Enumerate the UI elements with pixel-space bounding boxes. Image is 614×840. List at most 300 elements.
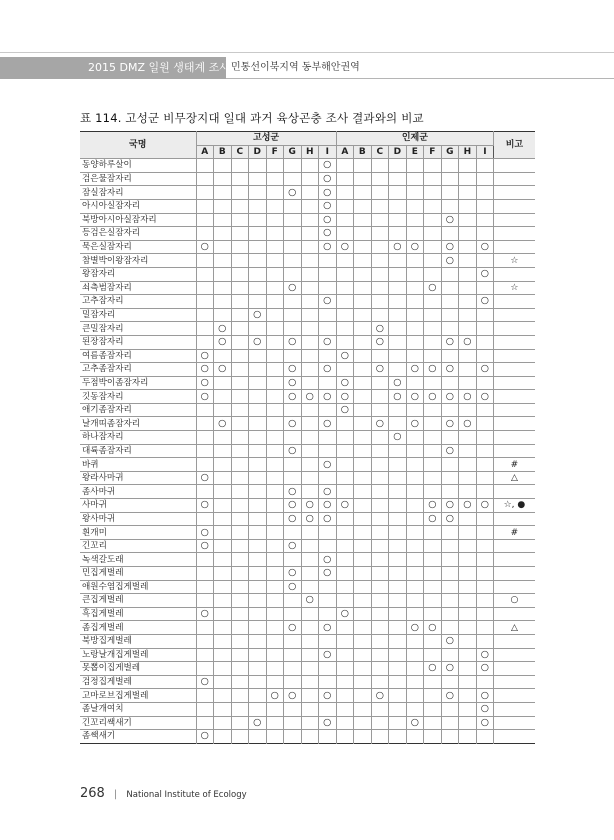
- note-cell: [494, 702, 535, 716]
- site-column-header: G: [284, 145, 302, 159]
- record-cell: [266, 376, 284, 390]
- record-cell: [214, 186, 232, 200]
- record-cell: [196, 485, 214, 499]
- record-cell: [389, 512, 407, 526]
- record-cell: [389, 662, 407, 676]
- record-cell: [301, 363, 319, 377]
- record-cell: [389, 227, 407, 241]
- record-cell: [231, 607, 249, 621]
- record-cell: [441, 553, 459, 567]
- record-cell: [441, 580, 459, 594]
- note-cell: [494, 662, 535, 676]
- note-cell: [494, 403, 535, 417]
- record-cell: [231, 689, 249, 703]
- record-cell: ○: [214, 322, 232, 336]
- record-cell: [266, 499, 284, 513]
- table-row: [80, 322, 535, 336]
- record-cell: [249, 526, 267, 540]
- table-row: [80, 471, 535, 485]
- record-cell: [459, 567, 477, 581]
- record-cell: ○: [249, 335, 267, 349]
- record-cell: [214, 580, 232, 594]
- record-cell: [249, 240, 267, 254]
- record-cell: [441, 485, 459, 499]
- record-cell: [284, 159, 302, 173]
- record-cell: [354, 553, 372, 567]
- note-cell: [494, 227, 535, 241]
- species-name: 좀집게벌레: [80, 621, 196, 635]
- record-cell: ○: [476, 240, 494, 254]
- species-name: 하나잠자리: [80, 431, 196, 445]
- species-name: 된장잠자리: [80, 335, 196, 349]
- record-cell: [441, 458, 459, 472]
- record-cell: ○: [441, 444, 459, 458]
- record-cell: [266, 539, 284, 553]
- record-cell: ○: [319, 648, 337, 662]
- record-cell: [441, 281, 459, 295]
- record-cell: [214, 213, 232, 227]
- site-column-header: E: [406, 145, 424, 159]
- record-cell: [319, 634, 337, 648]
- record-cell: [249, 675, 267, 689]
- species-name: 바퀴: [80, 458, 196, 472]
- record-cell: ○: [441, 512, 459, 526]
- record-cell: ○: [424, 363, 442, 377]
- record-cell: [249, 431, 267, 445]
- record-cell: [301, 417, 319, 431]
- record-cell: [319, 444, 337, 458]
- record-cell: [371, 458, 389, 472]
- record-cell: [249, 295, 267, 309]
- record-cell: [441, 199, 459, 213]
- record-cell: [231, 458, 249, 472]
- record-cell: ○: [319, 553, 337, 567]
- note-cell: [494, 444, 535, 458]
- record-cell: [424, 335, 442, 349]
- table-row: [80, 730, 535, 744]
- record-cell: [371, 539, 389, 553]
- record-cell: [196, 716, 214, 730]
- species-name: 좀사마귀: [80, 485, 196, 499]
- record-cell: [196, 403, 214, 417]
- record-cell: [389, 363, 407, 377]
- record-cell: ○: [459, 335, 477, 349]
- record-cell: [249, 281, 267, 295]
- species-name: 사마귀: [80, 499, 196, 513]
- record-cell: [196, 267, 214, 281]
- header-underline: [226, 78, 614, 79]
- record-cell: [301, 621, 319, 635]
- record-cell: [459, 621, 477, 635]
- record-cell: [319, 607, 337, 621]
- record-cell: [301, 376, 319, 390]
- record-cell: [424, 730, 442, 744]
- record-cell: [371, 213, 389, 227]
- record-cell: [231, 254, 249, 268]
- record-cell: ○: [196, 730, 214, 744]
- record-cell: [284, 634, 302, 648]
- record-cell: [319, 702, 337, 716]
- record-cell: ○: [336, 349, 354, 363]
- record-cell: [231, 431, 249, 445]
- record-cell: [354, 363, 372, 377]
- record-cell: ○: [301, 512, 319, 526]
- record-cell: [214, 648, 232, 662]
- record-cell: [389, 471, 407, 485]
- record-cell: [371, 634, 389, 648]
- record-cell: [389, 702, 407, 716]
- record-cell: [354, 539, 372, 553]
- record-cell: [389, 621, 407, 635]
- record-cell: [266, 716, 284, 730]
- record-cell: [441, 295, 459, 309]
- record-cell: [459, 295, 477, 309]
- record-cell: [336, 322, 354, 336]
- record-cell: [284, 254, 302, 268]
- record-cell: [406, 199, 424, 213]
- record-cell: [266, 213, 284, 227]
- record-cell: [319, 471, 337, 485]
- note-cell: ☆: [494, 254, 535, 268]
- record-cell: ○: [319, 240, 337, 254]
- record-cell: [354, 458, 372, 472]
- institution-name: National Institute of Ecology: [126, 790, 247, 800]
- record-cell: [406, 512, 424, 526]
- record-cell: [336, 730, 354, 744]
- record-cell: [266, 240, 284, 254]
- record-cell: [459, 186, 477, 200]
- note-cell: [494, 322, 535, 336]
- record-cell: ○: [441, 689, 459, 703]
- record-cell: [249, 471, 267, 485]
- table-row: [80, 675, 535, 689]
- record-cell: [249, 267, 267, 281]
- record-cell: [406, 471, 424, 485]
- record-cell: [336, 662, 354, 676]
- record-cell: [301, 634, 319, 648]
- record-cell: [284, 308, 302, 322]
- species-name: 민집게벌레: [80, 567, 196, 581]
- record-cell: [249, 227, 267, 241]
- record-cell: [424, 213, 442, 227]
- record-cell: [389, 403, 407, 417]
- record-cell: [459, 199, 477, 213]
- record-cell: [354, 335, 372, 349]
- record-cell: [231, 363, 249, 377]
- record-cell: [301, 240, 319, 254]
- record-cell: ○: [319, 295, 337, 309]
- record-cell: [319, 580, 337, 594]
- record-cell: [354, 621, 372, 635]
- species-name: 녹색갈도래: [80, 553, 196, 567]
- table-row: [80, 689, 535, 703]
- record-cell: [266, 444, 284, 458]
- record-cell: [231, 403, 249, 417]
- record-cell: [371, 675, 389, 689]
- record-cell: [284, 730, 302, 744]
- record-cell: [284, 648, 302, 662]
- record-cell: [459, 716, 477, 730]
- record-cell: [476, 580, 494, 594]
- record-cell: [301, 553, 319, 567]
- record-cell: [476, 213, 494, 227]
- record-cell: [301, 485, 319, 499]
- record-cell: [301, 471, 319, 485]
- record-cell: [231, 213, 249, 227]
- site-column-header: F: [424, 145, 442, 159]
- record-cell: [231, 335, 249, 349]
- record-cell: ○: [196, 363, 214, 377]
- record-cell: [196, 227, 214, 241]
- record-cell: ○: [441, 499, 459, 513]
- record-cell: [354, 349, 372, 363]
- record-cell: [214, 254, 232, 268]
- record-cell: [249, 594, 267, 608]
- record-cell: [249, 607, 267, 621]
- species-name: 묵은실잠자리: [80, 240, 196, 254]
- species-name: 깃동잠자리: [80, 390, 196, 404]
- record-cell: ○: [284, 580, 302, 594]
- species-name: 노랑날개집게벌레: [80, 648, 196, 662]
- record-cell: [354, 675, 372, 689]
- record-cell: [284, 607, 302, 621]
- record-cell: [476, 485, 494, 499]
- record-cell: [459, 363, 477, 377]
- record-cell: ○: [441, 363, 459, 377]
- record-cell: ○: [196, 539, 214, 553]
- record-cell: [476, 417, 494, 431]
- species-name: 못뽑이집게벌레: [80, 662, 196, 676]
- record-cell: [266, 607, 284, 621]
- record-cell: [406, 580, 424, 594]
- record-cell: [371, 199, 389, 213]
- record-cell: [196, 213, 214, 227]
- record-cell: [284, 458, 302, 472]
- record-cell: [196, 553, 214, 567]
- record-cell: [214, 349, 232, 363]
- record-cell: ○: [214, 417, 232, 431]
- record-cell: [196, 662, 214, 676]
- record-cell: [336, 594, 354, 608]
- record-cell: [354, 281, 372, 295]
- note-cell: ☆, ●: [494, 499, 535, 513]
- record-cell: [406, 172, 424, 186]
- record-cell: [476, 186, 494, 200]
- record-cell: ○: [389, 431, 407, 445]
- note-cell: [494, 716, 535, 730]
- record-cell: [301, 431, 319, 445]
- record-cell: [476, 471, 494, 485]
- record-cell: ○: [319, 390, 337, 404]
- record-cell: [214, 607, 232, 621]
- region-subtitle: 민통선이북지역 동부해안권역: [231, 62, 360, 73]
- record-cell: [406, 730, 424, 744]
- record-cell: [459, 553, 477, 567]
- record-cell: [249, 376, 267, 390]
- site-column-header: I: [319, 145, 337, 159]
- species-name: 애원수염집게벌레: [80, 580, 196, 594]
- record-cell: [389, 648, 407, 662]
- record-cell: ○: [441, 390, 459, 404]
- record-cell: [459, 594, 477, 608]
- record-cell: [336, 567, 354, 581]
- record-cell: [354, 702, 372, 716]
- site-column-header: C: [231, 145, 249, 159]
- record-cell: [196, 159, 214, 173]
- record-cell: [196, 295, 214, 309]
- species-name: 흰개미: [80, 526, 196, 540]
- record-cell: [301, 607, 319, 621]
- record-cell: [459, 403, 477, 417]
- table-row: [80, 159, 535, 173]
- species-name: 대륙좀잠자리: [80, 444, 196, 458]
- record-cell: [389, 349, 407, 363]
- record-cell: ○: [196, 240, 214, 254]
- record-cell: [301, 567, 319, 581]
- record-cell: [371, 431, 389, 445]
- record-cell: [231, 172, 249, 186]
- record-cell: ○: [476, 499, 494, 513]
- record-cell: [249, 648, 267, 662]
- table-row: [80, 172, 535, 186]
- record-cell: [284, 295, 302, 309]
- record-cell: [371, 526, 389, 540]
- record-cell: [441, 186, 459, 200]
- record-cell: [301, 349, 319, 363]
- record-cell: [266, 594, 284, 608]
- record-cell: [424, 403, 442, 417]
- table-row: [80, 199, 535, 213]
- record-cell: [266, 662, 284, 676]
- record-cell: [424, 567, 442, 581]
- group-header-inje: 인제군: [336, 132, 494, 146]
- record-cell: ○: [284, 186, 302, 200]
- record-cell: [406, 308, 424, 322]
- record-cell: [389, 634, 407, 648]
- record-cell: [319, 539, 337, 553]
- table-row: [80, 335, 535, 349]
- species-name: 고마로브집게벌레: [80, 689, 196, 703]
- record-cell: [424, 539, 442, 553]
- site-column-header: F: [266, 145, 284, 159]
- record-cell: ○: [284, 499, 302, 513]
- record-cell: [336, 526, 354, 540]
- record-cell: [476, 172, 494, 186]
- record-cell: [441, 172, 459, 186]
- record-cell: [336, 485, 354, 499]
- record-cell: [406, 349, 424, 363]
- record-cell: [301, 308, 319, 322]
- record-cell: [389, 539, 407, 553]
- record-cell: [284, 213, 302, 227]
- note-cell: [494, 308, 535, 322]
- site-column-header: A: [336, 145, 354, 159]
- record-cell: ○: [319, 458, 337, 472]
- record-cell: [371, 662, 389, 676]
- table-row: [80, 702, 535, 716]
- record-cell: [476, 335, 494, 349]
- record-cell: [266, 648, 284, 662]
- record-cell: [214, 172, 232, 186]
- record-cell: [476, 431, 494, 445]
- record-cell: [336, 159, 354, 173]
- record-cell: [406, 267, 424, 281]
- record-cell: [389, 281, 407, 295]
- record-cell: ○: [424, 281, 442, 295]
- record-cell: [336, 431, 354, 445]
- record-cell: [441, 730, 459, 744]
- record-cell: [266, 254, 284, 268]
- record-cell: [459, 308, 477, 322]
- record-cell: [354, 662, 372, 676]
- record-cell: [336, 553, 354, 567]
- report-title: 2015 DMZ 일원 생태계 조사: [88, 61, 230, 74]
- record-cell: ○: [249, 716, 267, 730]
- report-title-bar: [0, 57, 230, 79]
- record-cell: [231, 308, 249, 322]
- record-cell: [459, 648, 477, 662]
- record-cell: [231, 376, 249, 390]
- record-cell: [459, 240, 477, 254]
- record-cell: ○: [424, 512, 442, 526]
- record-cell: [406, 281, 424, 295]
- table-row: [80, 444, 535, 458]
- record-cell: [389, 594, 407, 608]
- record-cell: [319, 730, 337, 744]
- table-row: [80, 499, 535, 513]
- record-cell: [354, 390, 372, 404]
- record-cell: [196, 335, 214, 349]
- record-cell: [214, 295, 232, 309]
- record-cell: [301, 199, 319, 213]
- table-row: [80, 295, 535, 309]
- record-cell: [441, 308, 459, 322]
- record-cell: [301, 675, 319, 689]
- record-cell: [424, 159, 442, 173]
- record-cell: [441, 648, 459, 662]
- record-cell: [389, 458, 407, 472]
- record-cell: [301, 172, 319, 186]
- record-cell: [266, 512, 284, 526]
- record-cell: [354, 607, 372, 621]
- record-cell: [319, 376, 337, 390]
- record-cell: [266, 199, 284, 213]
- record-cell: [459, 634, 477, 648]
- record-cell: [196, 199, 214, 213]
- record-cell: [231, 281, 249, 295]
- record-cell: [214, 594, 232, 608]
- note-cell: ☆: [494, 281, 535, 295]
- record-cell: [406, 567, 424, 581]
- record-cell: [301, 335, 319, 349]
- record-cell: ○: [301, 390, 319, 404]
- record-cell: [476, 444, 494, 458]
- record-cell: [354, 594, 372, 608]
- record-cell: [406, 689, 424, 703]
- record-cell: [336, 634, 354, 648]
- record-cell: [336, 363, 354, 377]
- record-cell: [231, 295, 249, 309]
- record-cell: [459, 526, 477, 540]
- record-cell: [284, 675, 302, 689]
- record-cell: ○: [196, 526, 214, 540]
- note-cell: [494, 240, 535, 254]
- species-name: 검은물잠자리: [80, 172, 196, 186]
- record-cell: [231, 471, 249, 485]
- record-cell: [406, 335, 424, 349]
- table-body: [80, 159, 535, 744]
- record-cell: [319, 308, 337, 322]
